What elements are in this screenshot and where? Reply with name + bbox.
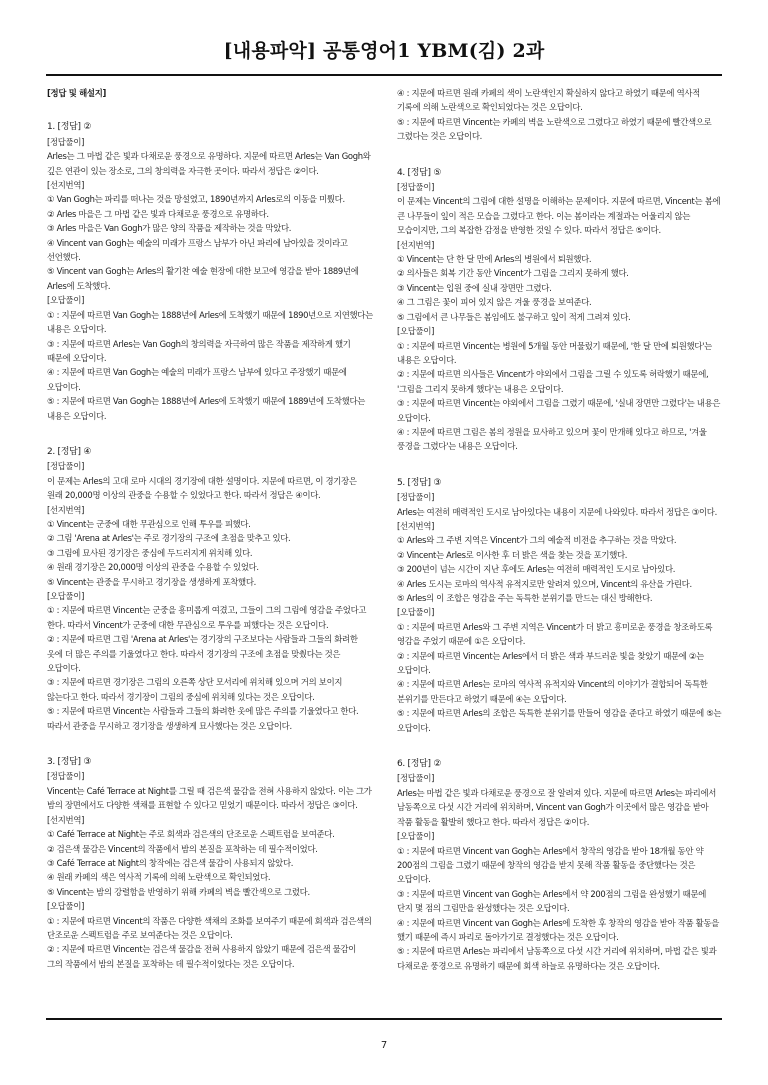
explanation-line: [오답풀이] bbox=[397, 607, 435, 618]
explanation-line: ① : 지문에 따르면 Vincent는 군중을 흥미롭게 여겼고, 그들이 그의 그림에 영감을 주었다고 한다. 따라서 Vincent가 군중에 대한 무관심으로 투우를 피했다는 것은 오답이다. bbox=[47, 605, 367, 630]
explanation-line: ④ : 지문에 따르면 그림은 봄의 정원을 묘사하고 있으며 꽃이 만개해 있다고 하므로, '겨울 풍경을 그렸다'는 내용은 오답이다. bbox=[397, 426, 707, 452]
left-column bbox=[47, 86, 373, 993]
answer-block bbox=[47, 120, 373, 423]
explanation-line: [선지번역] bbox=[47, 814, 85, 825]
explanation-line: ① Café Terrace at Night는 주로 회색과 검은색의 단조로운 스펙트럼을 보여준다. bbox=[47, 829, 335, 840]
explanation-line: Arles는 마법 같은 빛과 다채로운 풍경으로 잘 알려져 있다. 지문에 따르면 Arles는 파리에서 남동쪽으로 다섯 시간 거리에 위치하며, Vincent van Gogh가 이곳에서 많은 영감을 받아 작품 활동을 활발히 했다고 한다. 따라서 정답은 ②이다. bbox=[397, 787, 717, 827]
explanation-line: [정답풀이] bbox=[397, 492, 435, 503]
explanation-line: ① : 지문에 따르면 Van Gogh는 1888년에 Arles에 도착했기 때문에 1890년으로 지연했다는 내용은 오답이다. bbox=[47, 309, 373, 335]
explanation-line: ⑤ Vincent는 관중을 무시하고 경기장을 생생하게 포착했다. bbox=[47, 576, 256, 587]
explanation-line: ② Vincent는 Arles로 이사한 후 더 밝은 색을 찾는 것을 포기했다. bbox=[397, 549, 628, 560]
top-rule bbox=[46, 74, 722, 76]
explanation-line: ③ Vincent는 입원 중에 실내 장면만 그렸다. bbox=[397, 282, 552, 293]
explanation-line: ④ 그 그림은 꽃이 피어 있지 않은 겨울 풍경을 보여준다. bbox=[397, 297, 592, 308]
explanation-line: Arles는 그 마법 같은 빛과 다채로운 풍경으로 유명하다. 지문에 따르면 Arles는 Van Gogh와 깊은 연관이 있는 장소로, 그의 창의력을 자극한 곳이다. 따라서 정답은 ②이다. bbox=[47, 151, 371, 176]
explanation-line: ⑤ : 지문에 따르면 Arles는 파리에서 남동쪽으로 다섯 시간 거리에 위치하며, 마법 같은 빛과 다채로운 풍경으로 유명하기 때문에 회색 하늘로 유명하다는 것은 오답이다. bbox=[397, 946, 717, 971]
explanation-line: ① : 지문에 따르면 Vincent van Gogh는 Arles에서 창작의 영감을 받아 18개월 동안 약 200점의 그림을 그렸기 때문에 창작의 영감을 받지 못해 작품 활동을 중단했다는 것은 오답이다. bbox=[397, 845, 704, 885]
explanation-line: ④ : 지문에 따르면 Van Gogh는 예술의 미래가 프랑스 남부에 있다고 주장했기 때문에 오답이다. bbox=[47, 367, 347, 392]
page-title: [내용파악] 공통영어1 YBM(김) 2과 bbox=[223, 40, 545, 62]
explanation-line: ① : 지문에 따르면 Arles와 그 주변 지역은 Vincent가 더 밝고 흥미로운 풍경을 창조하도록 영감을 주었기 때문에 ①은 오답이다. bbox=[397, 621, 713, 647]
explanation-line: [오답풀이] bbox=[397, 326, 435, 337]
explanation-line: ① Van Gogh는 파리를 떠나는 것을 망설였고, 1890년까지 Arles로의 이동을 미뤘다. bbox=[47, 194, 345, 205]
answer-block bbox=[397, 476, 723, 735]
answer-number: 1. [정답] ② bbox=[47, 122, 92, 133]
explanation-line: [선지번역] bbox=[47, 180, 85, 191]
answer-number: 2. [정답] ④ bbox=[47, 446, 92, 457]
explanation-line: Vincent는 Café Terrace at Night를 그릴 때 검은색 물감을 전혀 사용하지 않았다. 이는 그가 밤의 장면에서도 다양한 색채를 표현할 수 있다고 믿었기 때문이다. 따라서 정답은 ③이다. bbox=[47, 785, 372, 811]
explanation-line: ② Arles 마을은 그 마법 같은 빛과 다채로운 풍경으로 유명하다. bbox=[47, 208, 269, 219]
explanation-line: ⑤ : 지문에 따르면 Arles의 조합은 독특한 분위기를 만들어 영감을 준다고 하였기 때문에 ⑤는 오답이다. bbox=[397, 708, 722, 733]
explanation-line: ③ Arles 마을은 Van Gogh가 많은 양의 작품을 제작하는 것을 막았다. bbox=[47, 223, 292, 234]
answer-number: 6. [정답] ② bbox=[397, 759, 442, 770]
explanation-line: ③ 그림에 묘사된 경기장은 중심에 두드러지게 위치해 있다. bbox=[47, 547, 253, 558]
explanation-line: 이 문제는 Vincent의 그림에 대한 설명을 이해하는 문제이다. 지문에 따르면, Vincent는 봄에 큰 나무들이 잎이 적은 모습을 그렸다고 한다. 이는 봄이라는 계절과는 어울리지 않는 모습이지만, 그의 복잡한 감정을 반영한 것일 수 있다. 따라서 정답은 ⑤이다. bbox=[397, 196, 721, 236]
answer-block bbox=[47, 445, 373, 733]
right-column bbox=[397, 86, 723, 995]
left-question-list bbox=[47, 120, 373, 971]
explanation-line: ⑤ : 지문에 따르면 Vincent는 카페의 벽을 노란색으로 그렸다고 하였기 때문에 빨간색으로 그렸다는 것은 오답이다. bbox=[397, 116, 712, 142]
explanation-line: [오답풀이] bbox=[47, 295, 85, 306]
explanation-line: ① Arles와 그 주변 지역은 Vincent가 그의 예술적 비전을 추구하는 것을 막았다. bbox=[397, 535, 677, 546]
explanation-line: [정답풀이] bbox=[397, 773, 435, 784]
explanation-line: [정답풀이] bbox=[47, 136, 85, 147]
explanation-line: ③ : 지문에 따르면 Arles는 Van Gogh의 창의력을 자극하여 많은 작품을 제작하게 했기 때문에 오답이다. bbox=[47, 338, 351, 363]
explanation-line: ④ Vincent van Gogh는 예술의 미래가 프랑스 남부가 아닌 파리에 남아있을 것이라고 선언했다. bbox=[47, 237, 348, 263]
explanation-line: ② 의사들은 회복 기간 동안 Vincent가 그림을 그리지 못하게 했다. bbox=[397, 268, 629, 279]
explanation-line: [오답풀이] bbox=[47, 901, 85, 912]
explanation-line: Arles는 여전히 매력적인 도시로 남아있다는 내용이 지문에 나와있다. 따라서 정답은 ③이다. bbox=[397, 506, 717, 517]
explanation-line: ⑤ : 지문에 따르면 Vincent는 사람들과 그들의 화려한 옷에 많은 주의를 기울였다고 한다. 따라서 관중을 무시하고 경기장을 생생하게 묘사했다는 것은 오답이다. bbox=[47, 706, 359, 731]
explanation-line: ③ : 지문에 따르면 Vincent는 야외에서 그림을 그렸기 때문에, '실내 장면만 그렸다'는 내용은 오답이다. bbox=[397, 398, 721, 423]
explanation-line: [정답풀이] bbox=[47, 461, 85, 472]
explanation-line: [선지번역] bbox=[397, 520, 435, 531]
explanation-line: ④ Arles 도시는 로마의 역사적 유적지로만 알려져 있으며, Vincent의 유산을 가린다. bbox=[397, 578, 692, 589]
explanation-line: ② : 지문에 따르면 그림 'Arena at Arles'는 경기장의 구조보다는 사람들과 그들의 화려한 옷에 더 많은 주의를 기울였다고 한다. 따라서 경기장의 구조에 초점을 맞췄다는 것은 오답이다. bbox=[47, 634, 358, 674]
answer-block bbox=[397, 166, 723, 454]
explanation-line: ⑤ 그림에서 큰 나무들은 봄임에도 불구하고 잎이 적게 그려져 있다. bbox=[397, 311, 631, 322]
answer-number: 3. [정답] ③ bbox=[47, 757, 92, 768]
explanation-line: ① Vincent는 군중에 대한 무관심으로 인해 투우를 피했다. bbox=[47, 518, 251, 529]
answer-number: 4. [정답] ⑤ bbox=[397, 167, 442, 178]
page-number: 7 bbox=[380, 1040, 388, 1051]
explanation-line: ④ : 지문에 따르면 Vincent van Gogh는 Arles에 도착한 후 창작의 영감을 받아 작품 활동을 했기 때문에 즉시 파리로 돌아가기로 결정했다는 것은 오답이다. bbox=[397, 917, 720, 942]
explanation-line: ④ 원래 카페의 색은 역사적 기록에 의해 노란색으로 확인되었다. bbox=[47, 872, 271, 883]
explanation-line: [오답풀이] bbox=[47, 591, 85, 601]
answer-block bbox=[397, 86, 723, 144]
answer-block bbox=[397, 757, 723, 973]
explanation-line: ⑤ Vincent는 밤의 강렬함을 반영하기 위해 카페의 벽을 빨간색으로 그렸다. bbox=[47, 886, 310, 897]
explanation-line: ⑤ Arles의 이 조합은 영감을 주는 독특한 분위기를 만드는 대신 방해한다. bbox=[397, 593, 653, 603]
explanation-line: ② : 지문에 따르면 Vincent는 검은색 물감을 전혀 사용하지 않았기 때문에 검은색 물감이 그의 작품에서 밤의 본질을 포착하는 데 필수적이었다는 것은 오답이다. bbox=[47, 944, 357, 969]
explanation-line: ③ Café Terrace at Night의 창작에는 검은색 물감이 사용되지 않았다. bbox=[47, 857, 294, 868]
explanation-line: ② 그림 'Arena at Arles'는 주로 경기장의 구조에 초점을 맞추고 있다. bbox=[47, 533, 291, 544]
explanation-line: ① : 지문에 따르면 Vincent의 작품은 다양한 색채의 조화를 보여주기 때문에 회색과 검은색의 단조로운 스펙트럼을 주로 보여준다는 것은 오답이다. bbox=[47, 915, 372, 940]
explanation-line: [선지번역] bbox=[397, 239, 435, 250]
explanation-line: [오답풀이] bbox=[397, 831, 435, 842]
explanation-line: ④ 원래 경기장은 20,000명 이상의 관중을 수용할 수 있었다. bbox=[47, 562, 259, 573]
right-question-list bbox=[397, 86, 723, 973]
explanation-line: ① : 지문에 따르면 Vincent는 병원에 5개월 동안 머물렀기 때문에, '한 달 만에 퇴원했다'는 내용은 오답이다. bbox=[397, 340, 712, 365]
explanation-line: [정답풀이] bbox=[397, 182, 435, 193]
explanation-line: ② : 지문에 따르면 Vincent는 Arles에서 더 밝은 색과 부드러운 빛을 찾았기 때문에 ②는 오답이다. bbox=[397, 650, 704, 676]
explanation-line: ② 검은색 물감은 Vincent의 작품에서 밤의 본질을 포착하는 데 필수적이었다. bbox=[47, 843, 318, 854]
explanation-line: ④ : 지문에 따르면 원래 카페의 색이 노란색인지 확실하지 않다고 하였기 때문에 역사적 기록에 의해 노란색으로 확인되었다는 것은 오답이다. bbox=[397, 88, 700, 113]
explanation-line: ③ 200년이 넘는 시간이 지난 후에도 Arles는 여전히 매력적인 도시로 남아있다. bbox=[397, 564, 676, 575]
explanation-line: [선지번역] bbox=[47, 504, 85, 515]
explanation-line: ③ : 지문에 따르면 경기장은 그림의 오른쪽 상단 모서리에 위치해 있으며 거의 보이지 않는다고 한다. 따라서 경기장이 그림의 중심에 위치해 있다는 것은 오답이다. bbox=[47, 677, 343, 702]
explanation-line: ⑤ Vincent van Gogh는 Arles의 활기찬 예술 현장에 대한 보고에 영감을 받아 1889년에 Arles에 도착했다. bbox=[47, 266, 359, 291]
explanation-line: ② : 지문에 따르면 의사들은 Vincent가 야외에서 그림을 그릴 수 있도록 허락했기 때문에, '그림을 그리지 못하게 했다'는 내용은 오답이다. bbox=[397, 369, 709, 394]
explanation-line: ① Vincent는 단 한 달 만에 Arles의 병원에서 퇴원했다. bbox=[397, 254, 592, 265]
explanation-line: ⑤ : 지문에 따르면 Van Gogh는 1888년에 Arles에 도착했기 때문에 1889년에 도착했다는 내용은 오답이다. bbox=[47, 396, 366, 421]
bottom-rule bbox=[46, 1018, 722, 1020]
section-header: [정답 및 해설지] bbox=[47, 88, 107, 98]
explanation-line: ③ : 지문에 따르면 Vincent van Gogh는 Arles에서 약 200점의 그림을 완성했기 때문에 단지 몇 점의 그림만을 완성했다는 것은 오답이다. bbox=[397, 888, 707, 914]
explanation-line: ④ : 지문에 따르면 Arles는 로마의 역사적 유적지와 Vincent의 이야기가 결합되어 독특한 분위기를 만든다고 하였기 때문에 ④는 오답이다. bbox=[397, 679, 708, 704]
explanation-line: 이 문제는 Arles의 고대 로마 시대의 경기장에 대한 설명이다. 지문에 따르면, 이 경기장은 원래 20,000명 이상의 관중을 수용할 수 있었다고 한다. 따라서 정답은 ④이다. bbox=[47, 475, 357, 501]
explanation-line: [정답풀이] bbox=[47, 771, 85, 782]
answer-block bbox=[47, 755, 373, 971]
answer-number: 5. [정답] ③ bbox=[397, 477, 442, 488]
